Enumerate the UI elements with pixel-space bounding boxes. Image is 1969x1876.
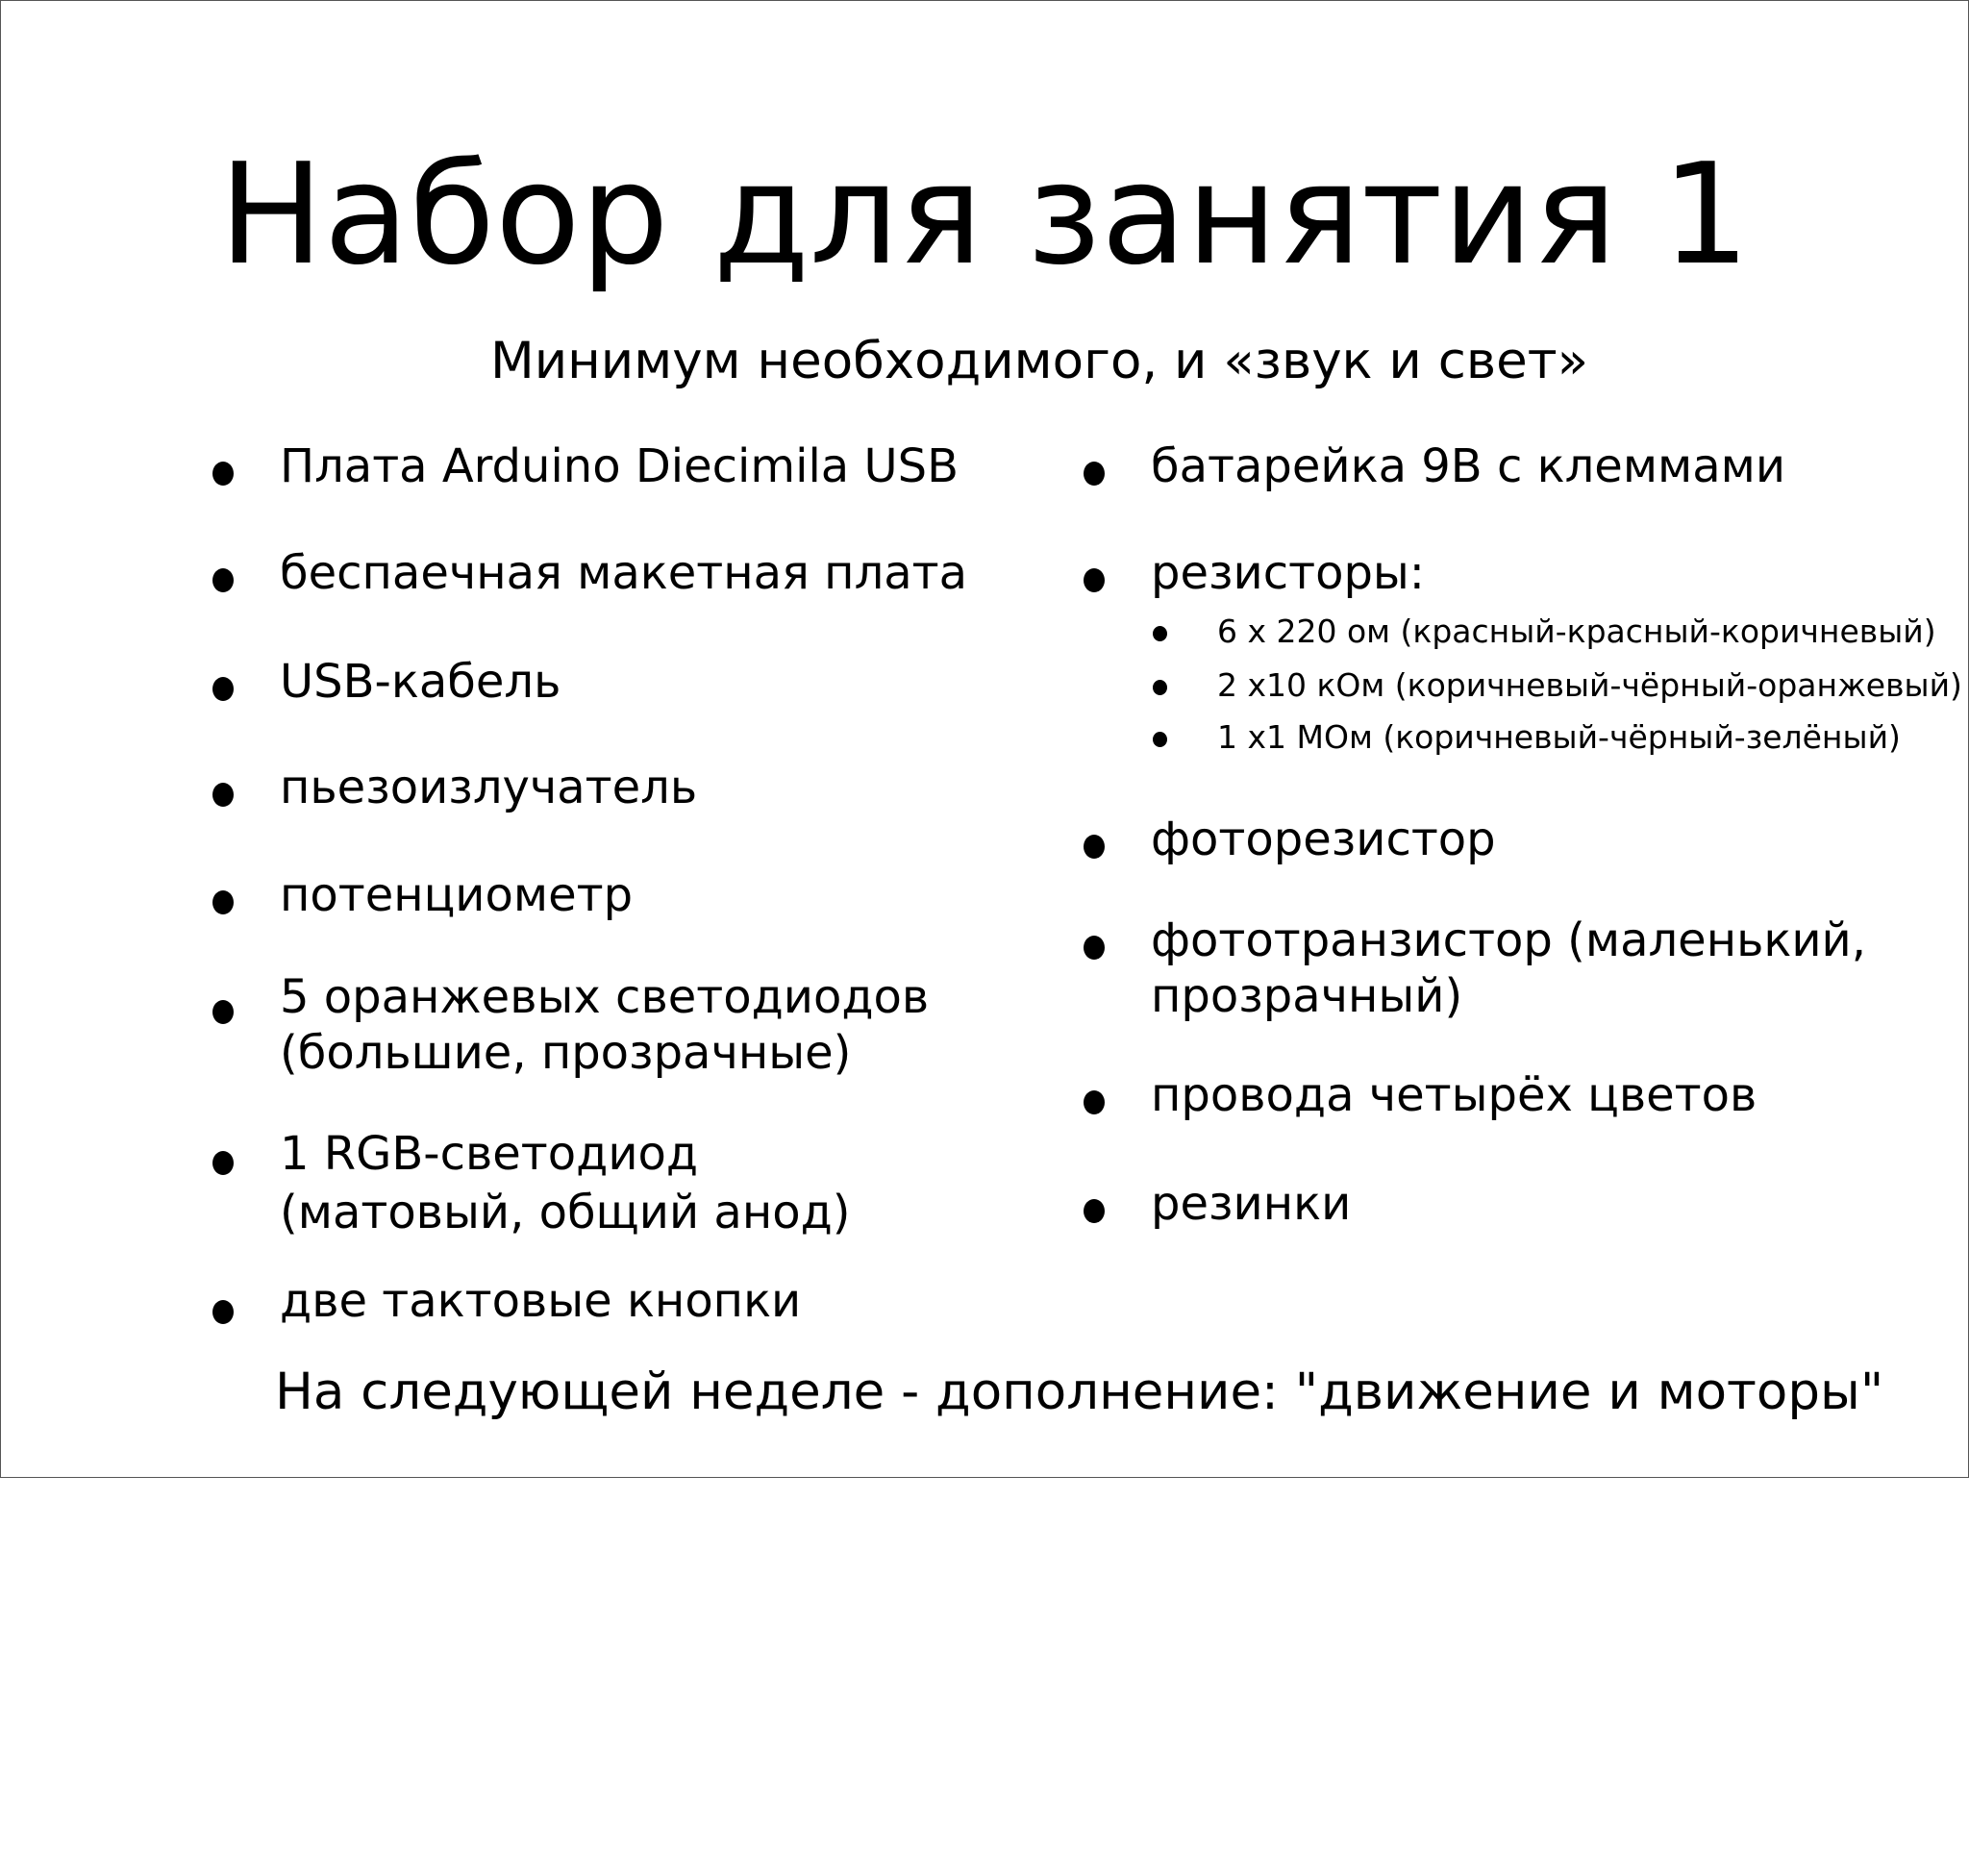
list-item (1151, 1176, 1351, 1232)
list-item-text: две тактовые кнопки (280, 1274, 802, 1328)
sub-list-item-text: 6 x 220 ом (красный-красный-коричневый) (1217, 613, 1936, 650)
list-item-text: провода четырёх цветов (1151, 1068, 1757, 1122)
sub-list-item (1217, 613, 1936, 651)
list-item-text: потенциометр (280, 868, 634, 922)
list-item (280, 760, 697, 815)
bullet-icon (1084, 936, 1105, 960)
bullet-icon (1084, 1199, 1105, 1223)
bullet-icon (1084, 1090, 1105, 1114)
list-item (1151, 913, 1866, 1024)
slide-footer: На следующей неделе - дополнение: "движение и моторы" (275, 1363, 1884, 1421)
list-item (1151, 545, 1425, 601)
list-item-text: 5 оранжевых светодиодов (280, 970, 930, 1024)
list-item (280, 1273, 801, 1329)
list-item-text: резисторы: (1151, 546, 1425, 600)
bullet-icon (212, 568, 234, 592)
list-item (280, 654, 561, 710)
bullet-icon (212, 1151, 234, 1175)
list-item (280, 969, 929, 1081)
bullet-icon (212, 890, 234, 914)
list-item-text: (матовый, общий анод) (280, 1186, 851, 1239)
bullet-icon (212, 677, 234, 701)
list-item-text: фоторезистор (1151, 813, 1496, 866)
list-item-text: USB-кабель (280, 655, 561, 709)
sub-list-item-text: 2 x10 кОм (коричневый-чёрный-оранжевый) (1217, 666, 1962, 704)
slide-subtitle: Минимум необходимого, и «звук и свет» (489, 332, 1588, 390)
bullet-icon (1153, 680, 1167, 695)
bullet-icon (1084, 462, 1105, 486)
list-item-text: прозрачный) (1151, 969, 1463, 1023)
list-item-text: 1 RGB-светодиод (280, 1127, 699, 1181)
list-item-text: батарейка 9В с клеммами (1151, 439, 1786, 493)
bullet-icon (1084, 835, 1105, 859)
list-item-text: беспаечная макетная плата (280, 546, 968, 600)
slide-title: Набор для занятия 1 (218, 134, 1751, 296)
list-item-text: (большие, прозрачные) (280, 1026, 852, 1080)
bullet-icon (1084, 568, 1105, 592)
sub-list-item (1217, 718, 1901, 757)
list-item (1151, 812, 1496, 867)
list-item (1151, 1067, 1757, 1123)
list-item (280, 545, 967, 601)
bullet-icon (212, 1300, 234, 1324)
list-item (280, 438, 959, 494)
list-item (280, 867, 633, 923)
bullet-icon (212, 1000, 234, 1024)
list-item (280, 1126, 850, 1240)
sub-list-item (1217, 666, 1962, 705)
list-item-text: Плата Arduino Diecimila USB (280, 439, 960, 493)
list-item-text: пьезоизлучатель (280, 761, 698, 814)
list-item-text: фототранзистор (маленький, (1151, 913, 1866, 967)
bullet-icon (1153, 626, 1167, 641)
bullet-icon (212, 462, 234, 486)
list-item-text: резинки (1151, 1177, 1352, 1231)
list-item (1151, 438, 1785, 494)
bullet-icon (1153, 732, 1167, 747)
bullet-icon (212, 783, 234, 807)
sub-list-item-text: 1 x1 МОм (коричневый-чёрный-зелёный) (1217, 718, 1901, 756)
